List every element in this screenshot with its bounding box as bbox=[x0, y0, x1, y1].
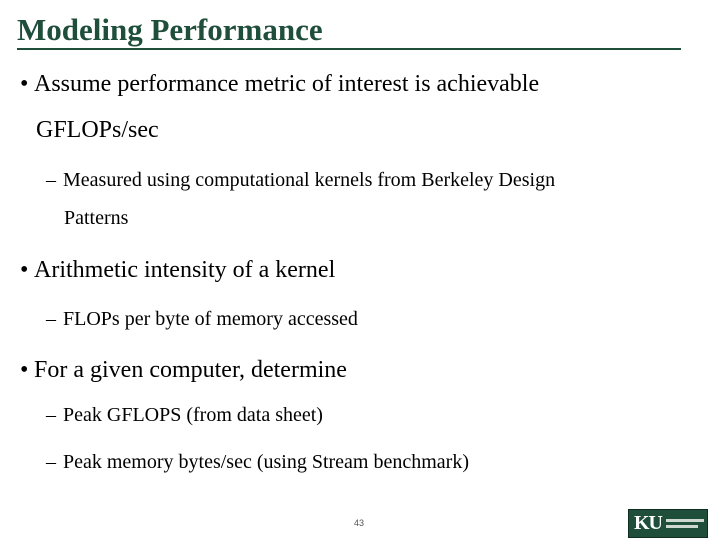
bullet-1-sub-1 bbox=[46, 168, 686, 192]
logo-subtext-icon bbox=[666, 519, 704, 528]
bullet-1-text-cont: GFLOPs/sec bbox=[36, 117, 159, 143]
dash-icon: – bbox=[46, 451, 56, 473]
dash-icon: – bbox=[46, 404, 56, 426]
bullet-1-continuation bbox=[20, 116, 670, 145]
bullet-dot-icon: • bbox=[20, 71, 29, 97]
dash-icon: – bbox=[46, 308, 56, 330]
bullet-1-sub-1-text-cont: Patterns bbox=[64, 207, 129, 229]
bullet-2-sub-1-text: FLOPs per byte of memory accessed bbox=[63, 308, 358, 330]
bullet-dot-icon: • bbox=[20, 257, 29, 283]
bullet-3-sub-2 bbox=[46, 450, 686, 474]
page-number: 43 bbox=[353, 518, 364, 528]
logo-ku-text: KU bbox=[634, 512, 662, 534]
bullet-2-text: Arithmetic intensity of a kernel bbox=[34, 257, 336, 283]
bullet-2 bbox=[20, 256, 670, 285]
bullet-1-sub-1-continuation bbox=[46, 206, 686, 230]
bullet-2-sub-1 bbox=[46, 307, 686, 331]
korea-university-logo bbox=[628, 509, 708, 538]
bullet-3-text: For a given computer, determine bbox=[34, 357, 347, 383]
bullet-1 bbox=[20, 70, 670, 99]
title-underline bbox=[17, 48, 681, 50]
bullet-3 bbox=[20, 356, 670, 385]
bullet-dot-icon: • bbox=[20, 357, 29, 383]
dash-icon: – bbox=[46, 169, 56, 191]
bullet-3-sub-1 bbox=[46, 403, 686, 427]
bullet-1-sub-1-text: Measured using computational kernels from Berkeley Design bbox=[63, 169, 556, 191]
bullet-1-text: Assume performance metric of interest is achievable bbox=[34, 71, 540, 97]
bullet-3-sub-2-text: Peak memory bytes/sec (using Stream benchmark) bbox=[63, 451, 469, 473]
bullet-3-sub-1-text: Peak GFLOPS (from data sheet) bbox=[63, 404, 323, 426]
slide-title: Modeling Performance bbox=[17, 12, 323, 47]
